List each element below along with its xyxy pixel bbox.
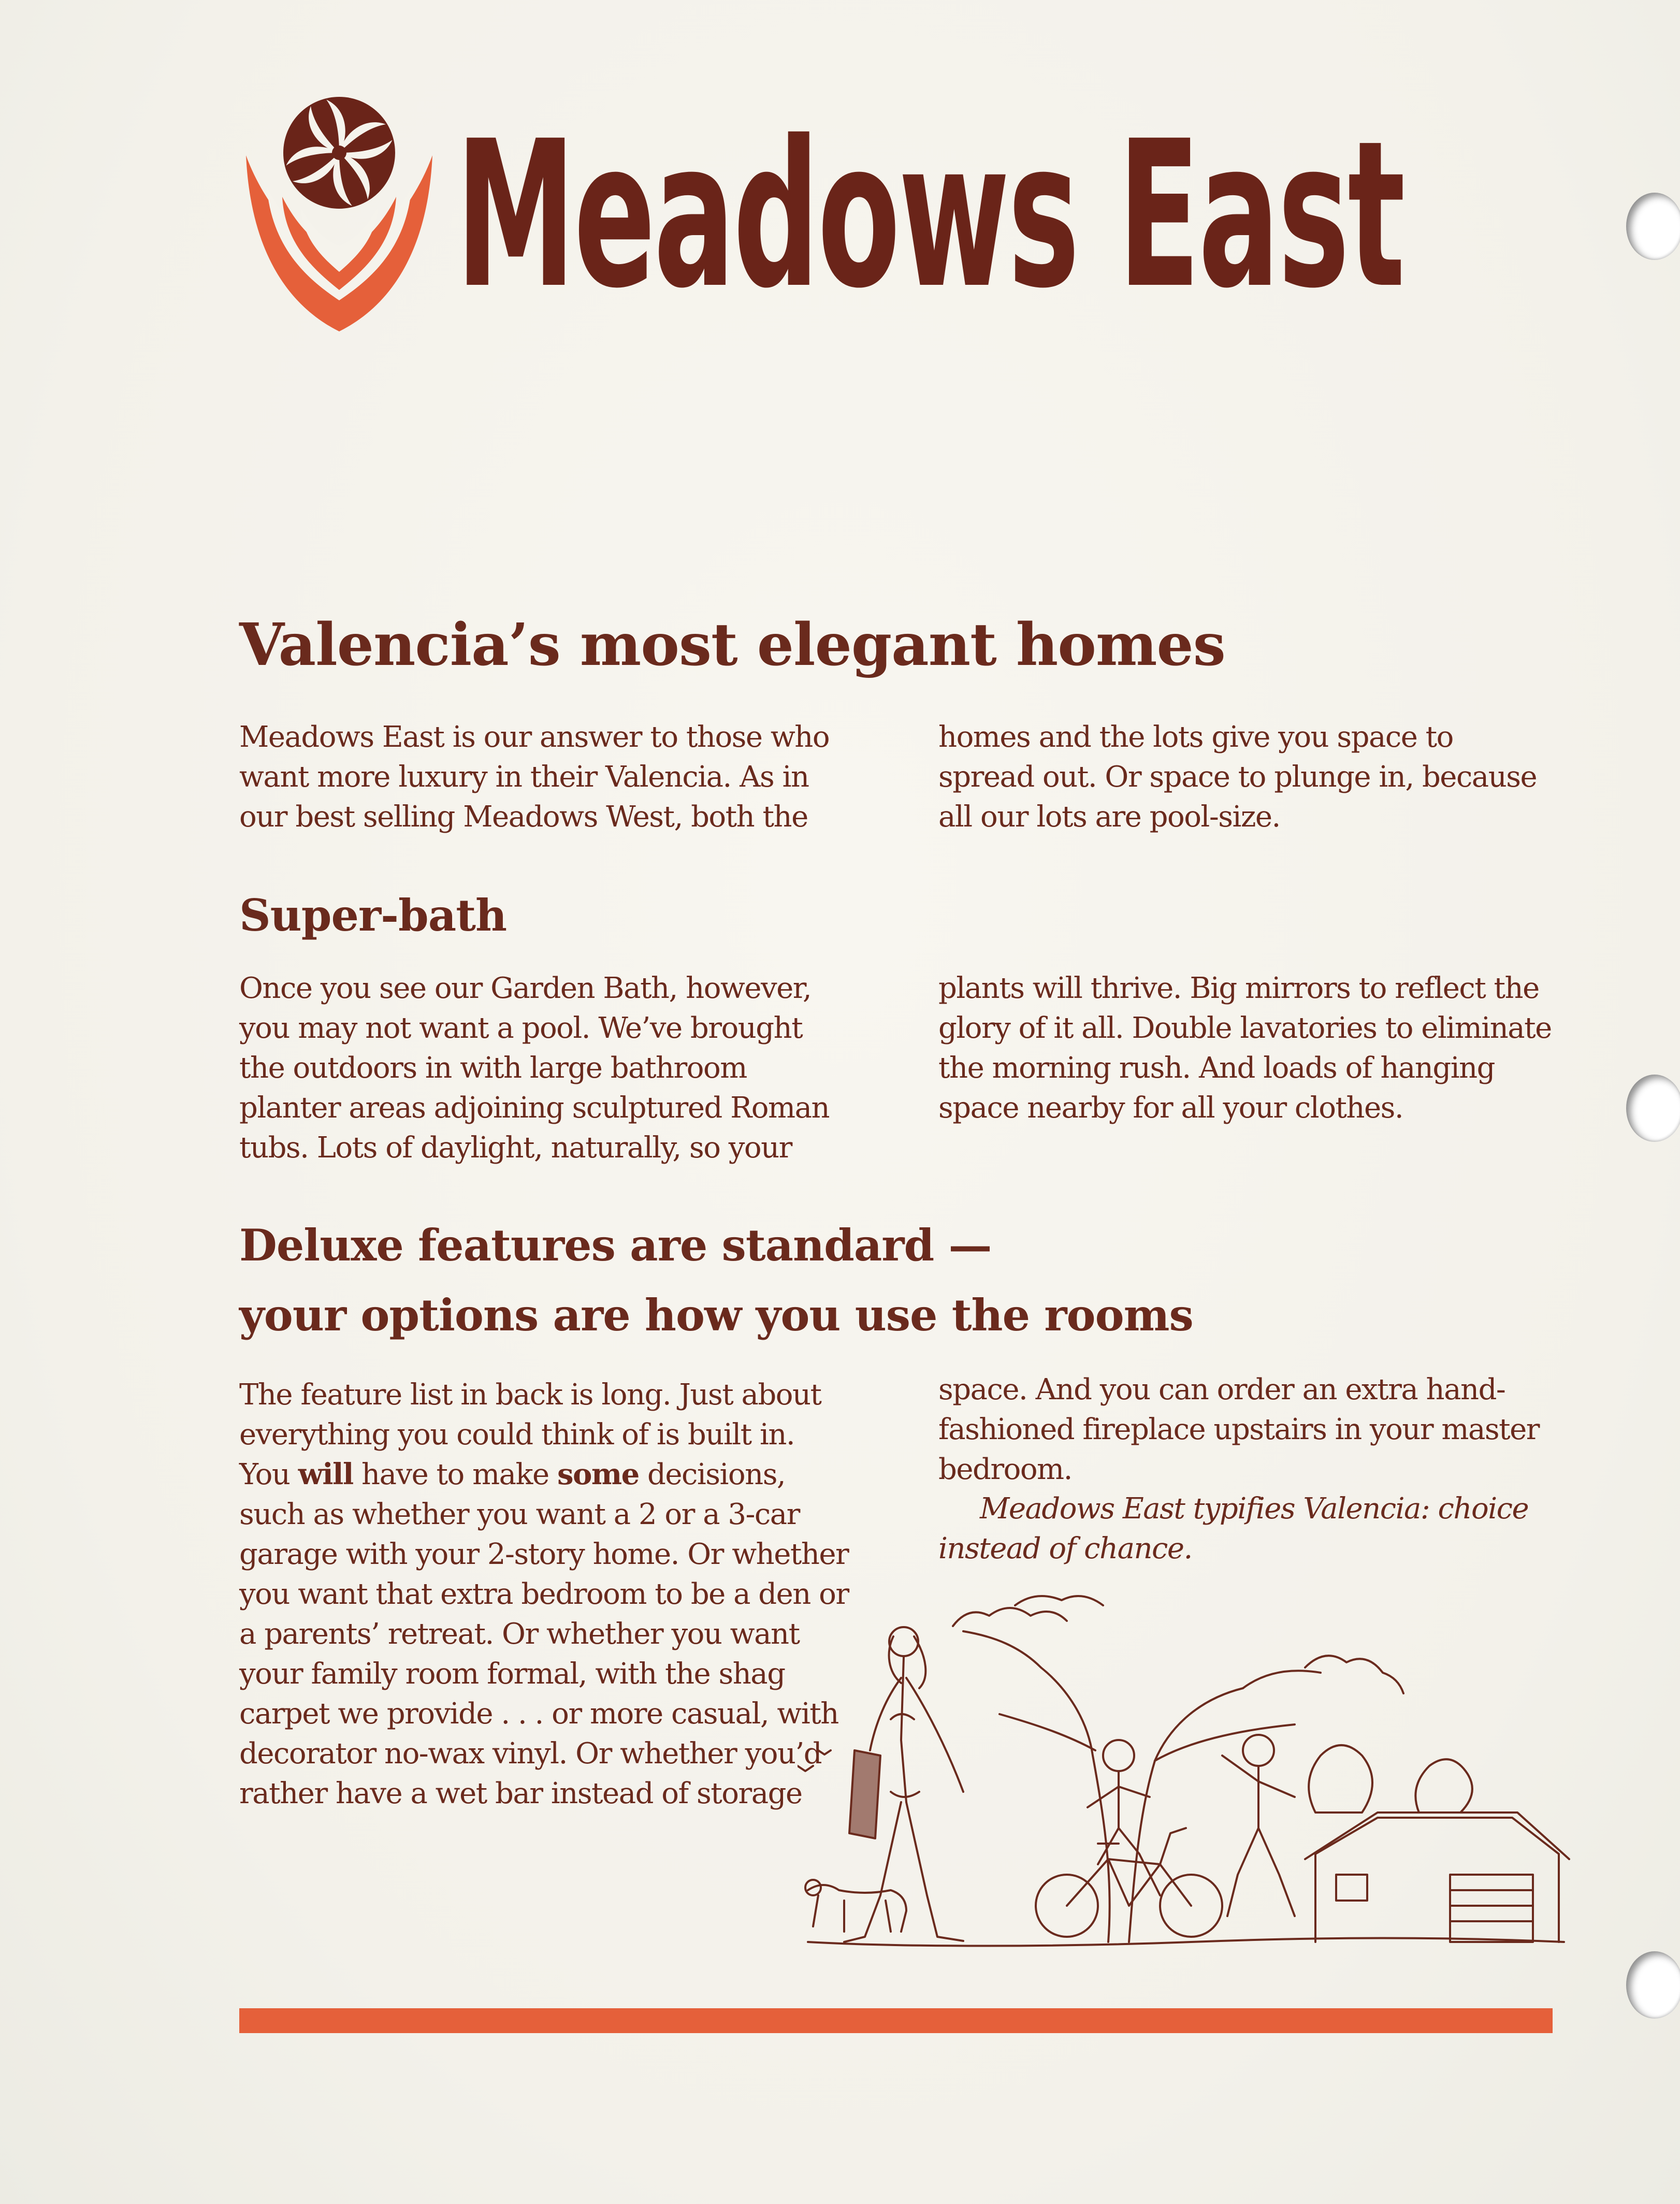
text-line: our best selling Meadows West, both the: [239, 800, 808, 834]
heading-super-bath: Super-bath: [239, 890, 507, 941]
binder-hole-top: [1626, 193, 1680, 260]
text-line: you may not want a pool. We’ve brought: [239, 1011, 803, 1045]
text-line: planter areas adjoining sculptured Roman: [239, 1091, 830, 1125]
emphasis-will: will: [298, 1457, 353, 1491]
text-line: a parents’ retreat. Or whether you want: [239, 1617, 800, 1651]
tagline-line: instead of chance.: [938, 1532, 1192, 1565]
text-line: space. And you can order an extra hand-: [938, 1373, 1505, 1407]
text-line: decorator no-wax vinyl. Or whether you’d: [239, 1737, 822, 1771]
heading-deluxe-features: Deluxe features are standard —: [239, 1220, 992, 1271]
text-line: want more luxury in their Valencia. As in: [239, 760, 809, 794]
text-line-with-emphasis: [239, 1455, 876, 1495]
tagline-line: Meadows East typifies Valencia: choice: [980, 1492, 1529, 1526]
text-line: spread out. Or space to plunge in, because: [938, 760, 1537, 794]
intro-right-column: [938, 717, 1575, 837]
text-fragment: decisions,: [639, 1458, 786, 1491]
text-line: all our lots are pool-size.: [938, 800, 1280, 834]
text-line: homes and the lots give you space to: [938, 720, 1453, 754]
heading-elegant-homes: Valencia’s most elegant homes: [239, 611, 1225, 679]
text-fragment: You: [239, 1458, 298, 1491]
text-line: plants will thrive. Big mirrors to reflect the: [938, 972, 1539, 1005]
deluxe-right-column: [938, 1370, 1575, 1489]
text-line: everything you could think of is built in.: [239, 1418, 795, 1452]
text-line: carpet we provide . . . or more casual, with: [239, 1697, 838, 1731]
text-line: bedroom.: [938, 1453, 1072, 1486]
brand-wordmark: [456, 78, 1414, 342]
text-line: Meadows East is our answer to those who: [239, 720, 830, 754]
footer-rule: [239, 2008, 1553, 2033]
text-line: glory of it all. Double lavatories to eliminate: [938, 1011, 1552, 1045]
heading-your-options: your options are how you use the rooms: [239, 1289, 1193, 1341]
text-line: you want that extra bedroom to be a den or: [239, 1577, 849, 1611]
binder-hole-middle: [1626, 1075, 1680, 1142]
text-line: The feature list in back is long. Just about: [239, 1378, 821, 1412]
text-line: fashioned fireplace upstairs in your master: [938, 1413, 1540, 1446]
tagline: [938, 1489, 1528, 1569]
text-line: tubs. Lots of daylight, naturally, so your: [239, 1131, 792, 1165]
emphasis-some: some: [557, 1457, 639, 1491]
text-line: the outdoors in with large bathroom: [239, 1051, 747, 1085]
text-line: the morning rush. And loads of hanging: [938, 1051, 1495, 1085]
text-line: rather have a wet bar instead of storage: [239, 1777, 802, 1810]
binder-hole-bottom: [1626, 1951, 1680, 2019]
intro-left-column: [239, 717, 876, 837]
text-line: garage with your 2-story home. Or whether: [239, 1538, 849, 1571]
text-line: your family room formal, with the shag: [239, 1657, 785, 1691]
text-line: Once you see our Garden Bath, however,: [239, 972, 812, 1005]
text-line: space nearby for all your clothes.: [938, 1091, 1403, 1125]
pinwheel-flower-icon: [236, 93, 443, 337]
text-fragment: have to make: [353, 1458, 557, 1491]
text-line: such as whether you want a 2 or a 3-car: [239, 1498, 800, 1531]
brand-name: Meadows East: [456, 97, 1404, 332]
superbath-right-column: [938, 968, 1575, 1128]
family-scene-illustration: [798, 1585, 1574, 1968]
superbath-left-column: [239, 968, 876, 1168]
deluxe-left-column: [239, 1375, 876, 1814]
